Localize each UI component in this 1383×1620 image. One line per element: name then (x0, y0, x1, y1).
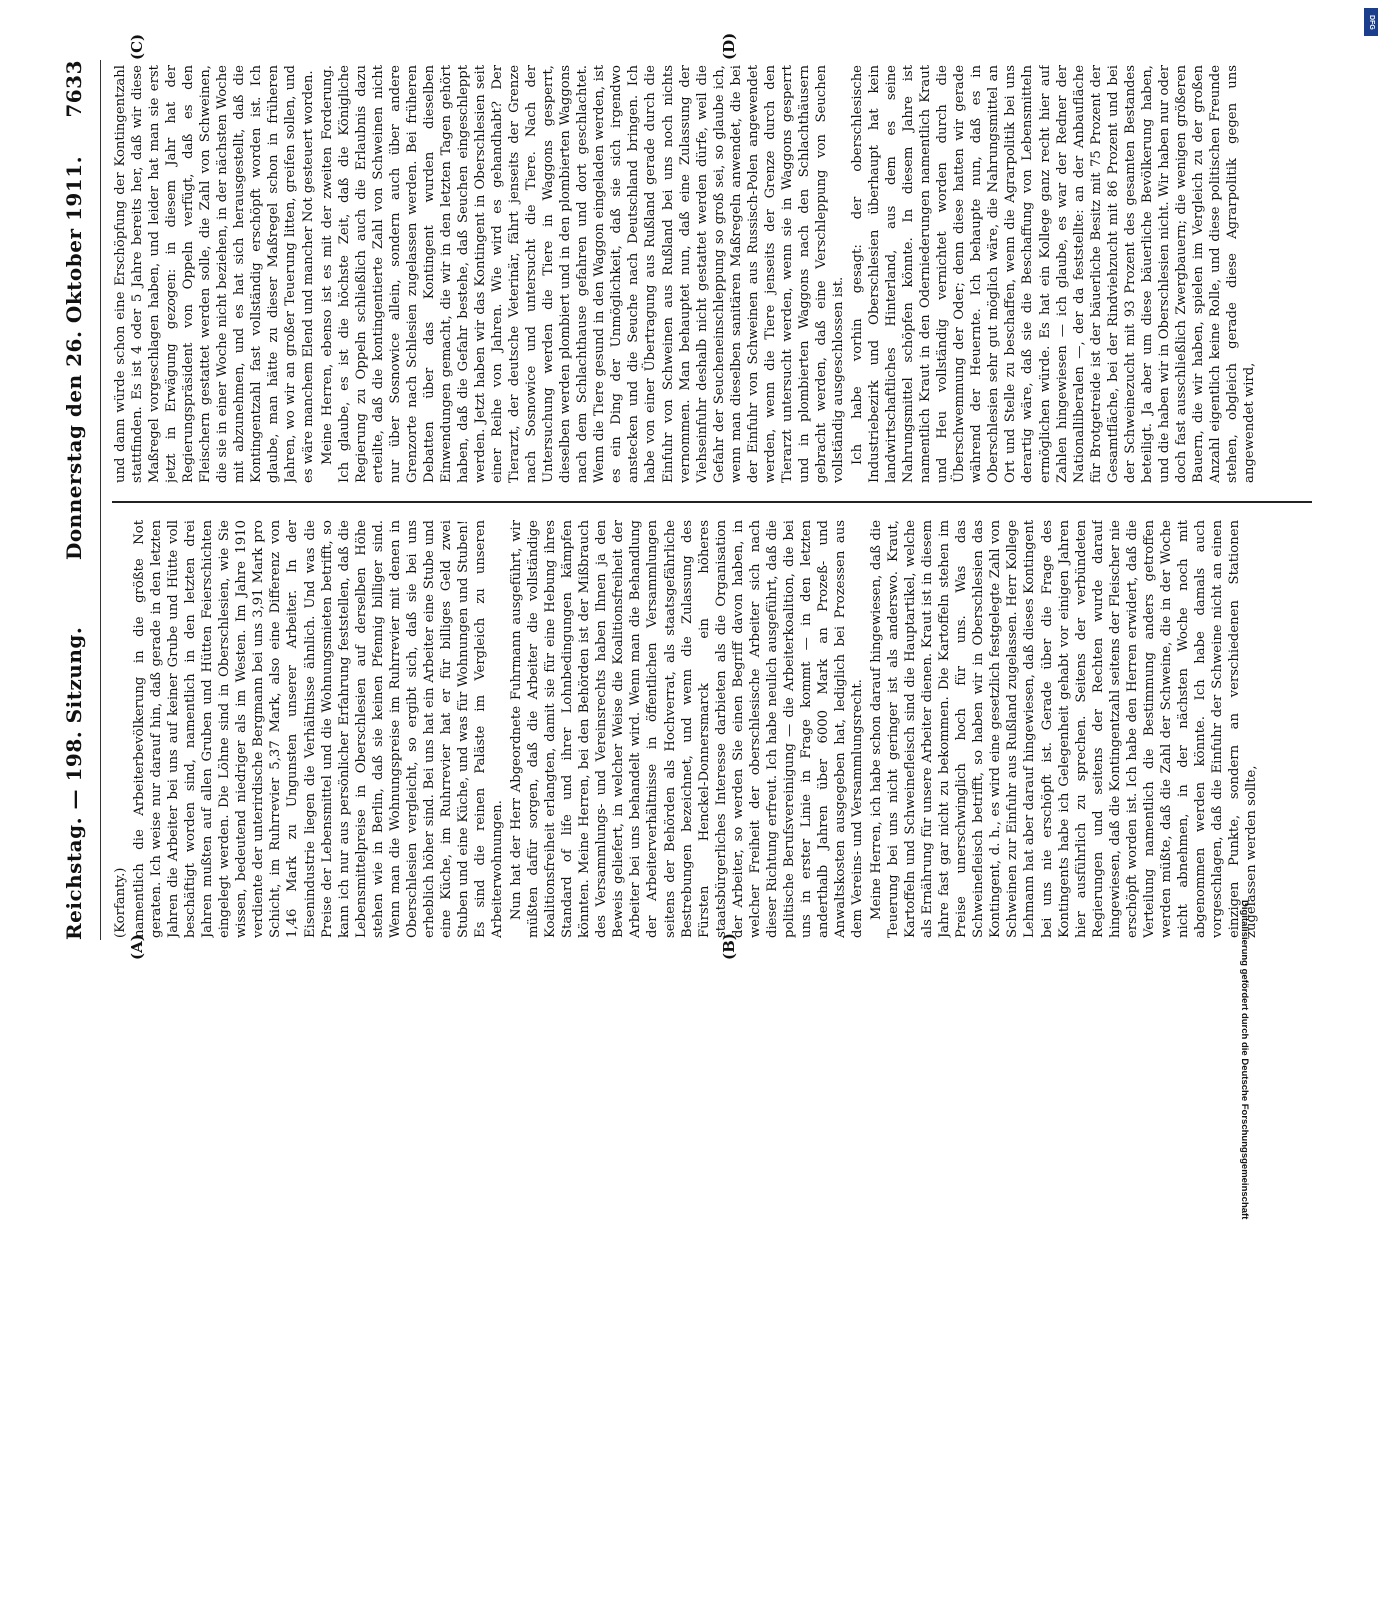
column-divider (112, 501, 1312, 503)
paragraph: und dann würde schon eine Erschöpfung der Kontingentzahl stattfinden. Es ist 4 oder 5 Jahre bereits her, daß wir diese Maßregel vorgeschlagen haben, und leider hat man sie erst jetzt in Erwägung gezogen: in diesem Jahr hat der Regierungspräsident von Oppeln verfügt, daß es den Fleischern gestattet werden solle, die Zahl von Schweinen, die sie in einer Woche nicht beziehen, in der nächsten Woche mit abzunehmen, und es hat sich herausgestellt, daß die Kontingentzahl fast vollständig erschöpft worden ist. Ich glaube, man hätte zu dieser Maßregel schon in früheren Jahren, wo wir an großer Teuerung litten, greifen sollen, und es wäre manchem Elend und mancher Not gesteuert worden. (113, 65, 316, 483)
paragraph: namentlich die Arbeiterbevölkerung in die größte Not geraten. Ich weise nur darauf hin, daß gerade in den letzten Jahren die Arbeiter bei uns auf keiner Grube und Hütte voll beschäftigt worden sind, namentlich in den letzten drei Jahren mußten auf allen Gruben und Hütten Feierschichten eingelegt werden. Die Löhne sind in Oberschlesien, wie Sie wissen, bedeutend niedriger als im Westen. Im Jahre 1910 verdiente der unterirdische Bergmann bei uns 3,91 Mark pro Schicht, im Ruhrrevier 5,37 Mark, also eine Differenz von 1,46 Mark zu Ungunsten unserer Arbeiter. In der Eisenindustrie liegen die Verhältnisse ähnlich. Und was die Preise der Lebensmittel und die Wohnungsmieten betrifft, so kann ich nur aus persönlicher Erfahrung feststellen, daß die Lebensmittelpreise in Oberschlesien auf derselben Höhe stehen wie in Berlin, daß sie keinen Pfennig billiger sind. Wenn man die Wohnungspreise im Ruhrrevier mit denen in Oberschlesien vergleicht, so ergibt sich, daß sie bei uns erheblich höher sind. Bei uns hat ein Arbeiter eine Stube und eine Küche, im Ruhrrevier hat er für billiges Geld zwei Stuben und eine Küche, und was für Wohnungen und Stuben! Es sind die reinen Paläste im Vergleich zu unseren Arbeiterwohnungen. (132, 520, 506, 938)
header-rule (100, 60, 101, 940)
dfg-logo: DFG (1364, 8, 1378, 36)
margin-marker-c: (C) (128, 33, 146, 60)
margin-marker-b: (B) (720, 933, 738, 960)
right-column (112, 65, 1307, 483)
margin-marker-d: (D) (720, 32, 738, 60)
paragraph: Meine Herren, ich habe schon darauf hingewiesen, daß die Teuerung bei uns nicht geringer ist als anderswo. Kraut, Kartoffeln und Schweinefleisch sind die Hauptartikel, welche als Ernährung für unsere Arbeiter dienen. Kraut ist in diesem Jahre fast gar nicht zu bekommen. Die Kartoffeln stehen im Preise unerschwinglich hoch für uns. Was das Schweinefleisch betrifft, so haben wir in Oberschlesien das Kontingent, d. h., es wird eine gesetzlich festgelegte Zahl von Schweinen zur Einfuhr aus Rußland zugelassen. Herr Kollege Lehmann hat aber darauf hingewiesen, daß dieses Kontingent bei uns nie erschöpft ist. Gerade über die Frage des Kontingents habe ich Gelegenheit gehabt vor einigen Jahren hier ausführlich zu sprechen. Seitens der verbündeten Regierungen und seitens der Rechten wurde darauf hingewiesen, daß die Kontingentzahl seitens der Fleischer nie erschöpft worden ist. Ich habe den Herren erwidert, daß die Verteilung namentlich die Bestimmung anders getroffen werden müßte, daß die Zahl der Schweine, die in der Woche nicht abnehmen, in der nächsten Woche noch mit abgenommen werden könnte. Ich habe damals auch vorgeschlagen, daß die Einfuhr der Schweine nicht an einen einzigen Punkte, sondern an verschiedenen Stationen zugelassen werden sollte, (869, 520, 1260, 938)
page-number: 7633 (62, 60, 86, 118)
margin-marker-a: (A) (128, 934, 146, 960)
header-session: Reichstag. — 198. Sitzung. (62, 626, 86, 940)
header-date: Donnerstag den 26. Oktober 1911. (62, 155, 86, 560)
page-header (62, 60, 102, 940)
digitization-credit: Digitalisierung gefördert durch die Deutsche Forschungsgemeinschaft (1239, 900, 1250, 1220)
left-column (112, 520, 1307, 938)
speaker-lead: (Korfanty.) (113, 867, 128, 938)
paragraph: Ich habe vorhin gesagt: der oberschlesische Industriebezirk und Oberschlesien überhaupt hat kein landwirtschaftliches Hinterland, aus dem es seine Nahrungsmittel schöpfen könnte. In diesem Jahre ist namentlich Kraut in den Oderniederungen namentlich Kraut und Heu vollständig vernichtet worden durch die Überschwemmung der Oder; denn diese hatten wir gerade während der Heuernte. Ich behaupte nun, daß es in Oberschlesien sehr gut möglich wäre, die Nahrungsmittel an Ort und Stelle zu beschaffen, wenn die Agrarpolitik bei uns derartig wäre, daß sie die Beschaffung von Lebensmitteln ermöglichen würde. Es hat ein Kollege ganz recht hier auf Zahlen hingewiesen — ich glaube, es war der Redner der Nationalliberalen —, der da feststellte: an der Anbaufläche für Brotgetreide ist der bäuerliche Besitz mit 75 Prozent der Gesamtfläche, bei der Rindviehzucht mit 86 Prozent und bei der Schweinezucht mit 93 Prozent des gesamten Bestandes beteiligt. Ja aber um diese bäuerliche Bevölkerung haben, und die haben wir in Oberschlesien nicht. Wir haben nur oder doch fast ausschließlich Zwergbauern; die wenigen größeren Bauern, die wir haben, spielen im Vergleich zu der großen Anzahl eigentlich keine Rolle, und diese politischen Freunde stehen, obgleich gerade diese Agrarpolitik gegen uns angewendet wird, (850, 65, 1258, 483)
paragraph: Meine Herren, ebenso ist es mit der zweiten Forderung. Ich glaube, es ist die höchste Zeit, daß die Königliche Regierung zu Oppeln schließlich auch die Erlaubnis dazu erteilte, daß die kontingentierte Zahl von Schweinen nicht nur über Sosnowice allein, sondern auch über andere Grenzorte nach Schlesien zugelassen werden. Bei früheren Debatten über das Kontingent wurden dieselben Einwendungen gemacht, die wir in den letzten Tagen gehört haben, daß die Gefahr bestehe, daß Seuchen eingeschleppt werden. Jetzt haben wir das Kontingent in Oberschlesien seit einer Reihe von Jahren. Wie wird es gehandhabt? Der Tierarzt, der deutsche Veterinär, fährt jenseits der Grenze nach Sosnowice und untersucht die Tiere. Nach der Untersuchung werden die Tiere in Waggons gesperrt, dieselben werden plombiert und in den plombierten Waggons nach dem Schlachthause gefahren und dort geschlachtet. Wenn die Tiere gesund in den Waggon eingeladen werden, ist es ein Ding der Unmöglichkeit, daß sie sich irgendwo anstecken und die Seuche nach Deutschland bringen. Ich habe von einer Übertragung aus Rußland gerade durch die Einfuhr von Schweinen aus Rußland bei uns noch nichts vernommen. Man behauptet nun, daß eine Zulassung der Viehseinfuhr deshalb nicht gestattet werden dürfe, weil die Gefahr der Seucheneinschleppung so groß sei, so glaube ich, wenn man dieselben sanitären Maßregeln anwendet, die bei der Einfuhr von Schweinen aus Russisch-Polen angewendet werden, wenn die Tiere jenseits der Grenze durch den Tierarzt untersucht werden, wenn sie in Waggons gesperrt und in plombierten Waggons nach den Schlachthäusern gebracht werden, daß eine Verschleppung von Seuchen vollständig ausgeschlossen ist. (319, 65, 846, 483)
paragraph: Nun hat der Herr Abgeordnete Fuhrmann ausgeführt, wir müßten dafür sorgen, daß die Arbeiter die vollständige Koalitionsfreiheit erlangten, damit sie für eine Hebung ihres Standard of life und ihrer Lohnbedingungen kämpfen könnten. Meine Herren, bei den Behörden ist der Mißbrauch des Versammlungs- und Vereinsrechts haben Ihnen ja den Beweis geliefert, in welcher Weise die Koalitionsfreiheit der Arbeiter bei uns behandelt wird. Wenn man die Behandlung der Arbeiterverhältnisse in öffentlichen Versammlungen seitens der Behörden als Hochverrat, als staatsgefährliche Bestrebungen bezeichnet, und wenn die Zulassung des Fürsten Henckel-Donnersmarck ein höheres staatsbürgerliches Interesse darbieten als die Organisation der Arbeiter, so werden Sie einen Begriff davon haben, in welcher Freiheit der oberschlesische Arbeiter sich nach dieser Richtung erfreut. Ich habe neulich ausgeführt, daß die politische Berufsvereinigung — die Arbeiterkoalition, die bei uns in erster Linie in Frage kommt — in den letzten anderthalb Jahren über 6000 Mark an Prozeß- und Anwaltskosten ausgegeben hat, lediglich bei Prozessen aus dem Vereins- und Versammlungsrecht. (509, 520, 866, 938)
